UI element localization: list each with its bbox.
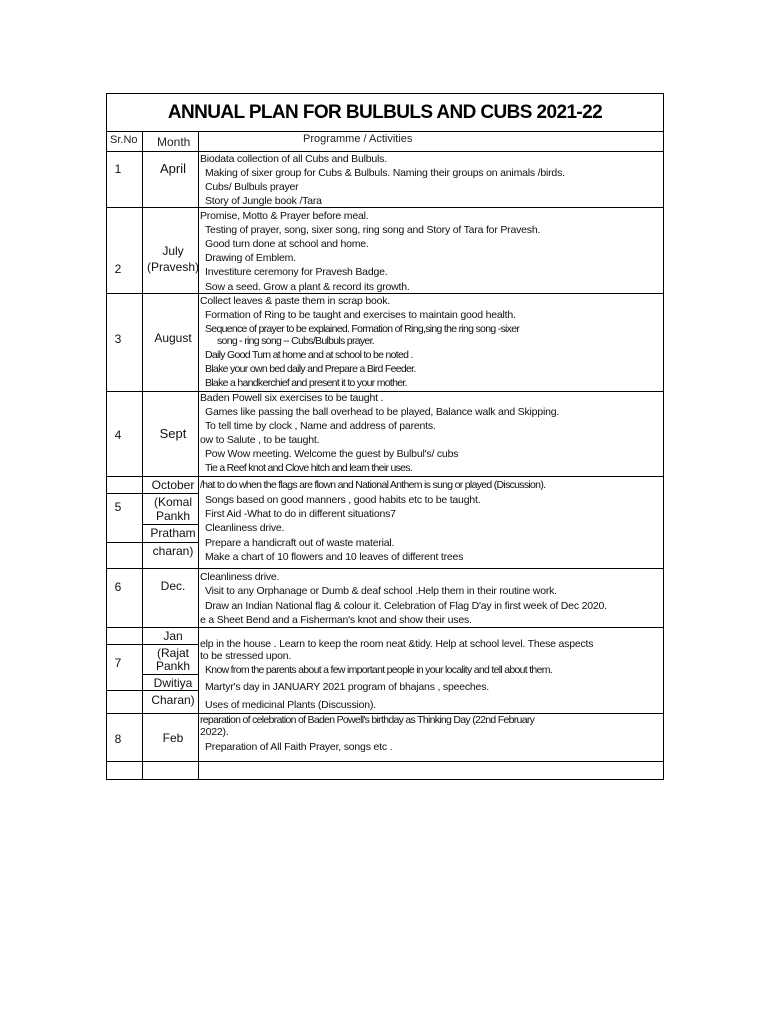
month-label: July [162,244,184,258]
sr-no: 3 [114,332,122,346]
rule-row-1 [107,207,663,208]
activity-line: First Aid -What to do in different situations7 [205,508,396,520]
rule-below-title [107,131,663,132]
activity-line: Blake your own bed daily and Prepare a Bird Feeder. [205,363,416,375]
rule-row-5 [107,568,663,569]
header-month: Month [157,135,191,149]
month-label: Charan) [151,693,195,707]
sr-no: 4 [114,428,122,442]
month-label: (Pravesh) [146,260,199,274]
activity-line: Games like passing the ball overhead to be played, Balance walk and Skipping. [205,406,560,418]
sr-no: 5 [114,500,122,514]
activity-line: Visit to any Orphanage or Dumb & deaf school .Help them in their routine work. [205,585,557,597]
activity-line: 2022). [200,726,229,738]
activity-line: Draw an Indian National flag & colour it. Celebration of Flag D'ay in first week of Dec 2020. [205,600,607,612]
activity-line: Songs based on good manners , good habits etc to be taught. [205,494,481,506]
activity-line: /hat to do when the flags are flown and National Anthem is sung or played (Discussion). [200,479,546,491]
sr-no: 2 [114,262,122,276]
activity-line: Sow a seed. Grow a plant & record its growth. [205,281,410,293]
col-rule-srno [142,131,143,779]
activity-line: Story of Jungle book /Tara [205,195,322,207]
rule-row-6 [107,627,663,628]
month-label: April [159,161,186,176]
activity-line: Collect leaves & paste them in scrap book. [200,295,391,307]
rule-oct-c [107,542,199,543]
month-label: Pankh [155,509,191,523]
document-title: ANNUAL PLAN FOR BULBULS AND CUBS 2021-22 [167,101,603,123]
sr-no: 1 [114,162,122,176]
activity-line: elp in the house . Learn to keep the room neat &tidy. Help at school level. These aspects [200,638,594,650]
month-label: August [154,331,192,345]
empty-row [107,761,663,779]
activity-line: Baden Powell six exercises to be taught . [200,392,384,404]
activity-line: Daily Good Turn at home and at school to be noted . [205,349,413,361]
month-label: Feb [162,731,184,745]
sr-no: 6 [114,580,122,594]
activity-line: Tie a Reef knot and Clove hitch and learn their uses. [205,462,413,474]
rule-jan-c [107,690,199,691]
month-label: Jan [163,629,183,643]
sr-no: 7 [114,656,122,670]
rule-jan-a [107,644,199,645]
month-label: Sept [159,426,187,441]
activity-line: Investiture ceremony for Pravesh Badge. [205,266,388,278]
activity-line: Testing of prayer, song, sixer song, ring song and Story of Tara for Pravesh. [205,224,541,236]
activity-line: Cubs/ Bulbuls prayer [205,181,299,193]
activity-line: Drawing of Emblem. [205,252,296,264]
activity-line: Formation of Ring to be taught and exercises to maintain good health. [205,309,516,321]
activity-line: Blake a handkerchief and present it to your mother. [205,377,407,389]
month-label: (Rajat [156,646,189,660]
month-label: October [151,478,195,492]
header-programme: Programme / Activities [303,133,413,145]
rule-oct-b [143,524,199,525]
activity-line: Good turn done at school and home. [205,238,369,250]
month-label: Pratham [150,526,196,540]
activity-line: Biodata collection of all Cubs and Bulbuls. [200,153,387,165]
activity-line: to be stressed upon. [200,650,292,662]
month-label: Dec. [160,579,186,593]
activity-line: Martyr's day in JANUARY 2021 program of bhajans , speeches. [205,681,489,693]
month-label: Pankh [155,659,191,673]
month-label: (Komal [153,495,192,509]
header-srno: Sr.No [110,134,138,146]
rule-jan-b [143,674,199,675]
month-label: charan) [152,544,194,558]
rule-row-4 [107,476,663,477]
activity-line: reparation of celebration of Baden Powell's birthday as Thinking Day (22nd February [200,714,535,726]
activity-line: Preparation of All Faith Prayer, songs etc . [205,741,393,753]
activity-line: Pow Wow meeting. Welcome the guest by Bulbul's/ cubs [205,448,459,460]
activity-line: Know from the parents about a few important people in your locality and tell about them. [205,664,552,676]
activity-line: To tell time by clock , Name and address of parents. [205,420,436,432]
month-label: Dwitiya [153,676,193,690]
activity-line: Prepare a handicraft out of waste material. [205,537,395,549]
activity-line: Uses of medicinal Plants (Discussion). [205,699,376,711]
activity-line: Cleanliness drive. [200,571,280,583]
rule-row-2 [107,293,663,294]
activity-line: ow to Salute , to be taught. [200,434,320,446]
activity-line: Cleanliness drive. [205,522,285,534]
activity-line: e a Sheet Bend and a Fisherman's knot and show their uses. [200,614,472,626]
annual-plan-table [106,93,664,780]
activity-line: Make a chart of 10 flowers and 10 leaves of different trees [205,551,464,563]
rule-below-header [107,151,663,152]
activity-line: song - ring song -- Cubs/Bulbuls prayer. [217,335,375,347]
sr-no: 8 [114,732,122,746]
activity-line: Sequence of prayer to be explained. Formation of Ring,sing the ring song -sixer [205,323,520,335]
rule-oct-a [107,493,199,494]
rule-row-3 [107,391,663,392]
activity-line: Making of sixer group for Cubs & Bulbuls. Naming their groups on animals /birds. [205,167,565,179]
activity-line: Promise, Motto & Prayer before meal. [200,210,369,222]
